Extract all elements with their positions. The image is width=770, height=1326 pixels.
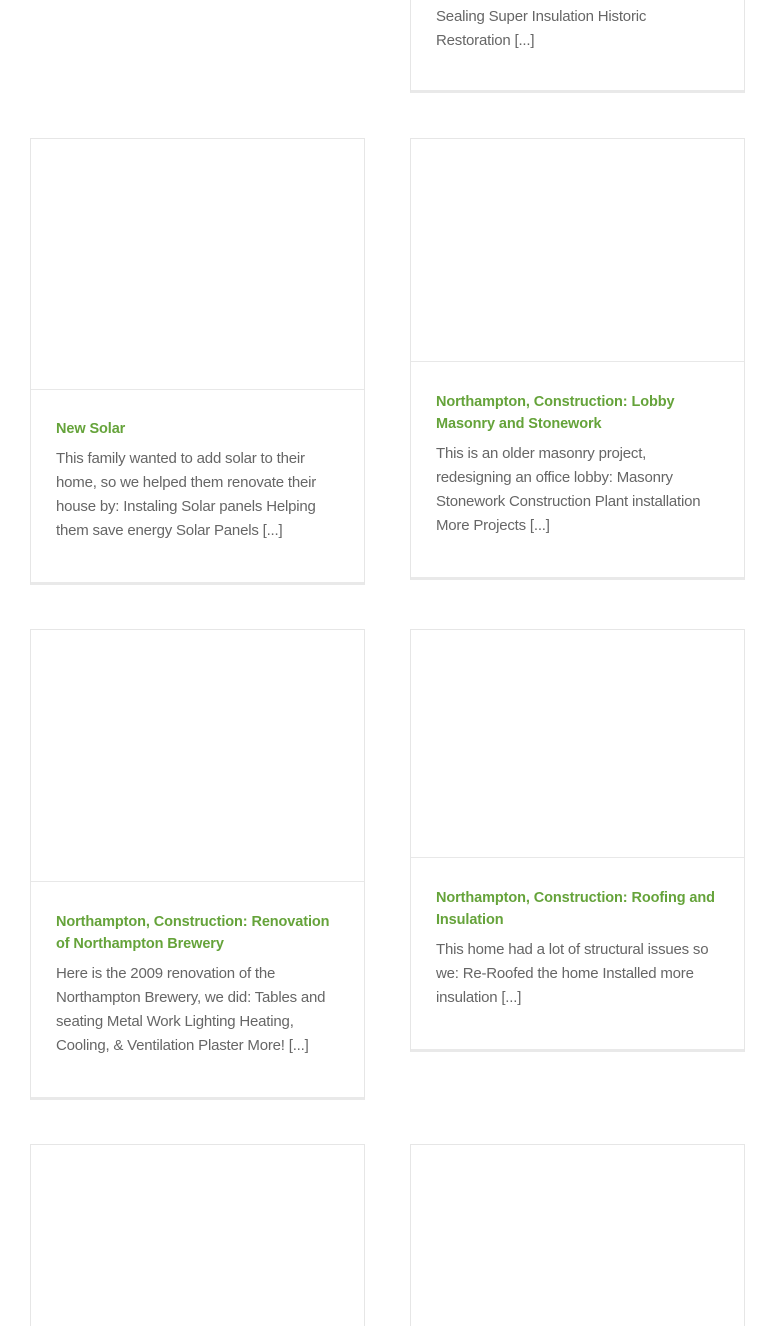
post-excerpt: Sealing Super Insulation Historic Restoration [...] (436, 8, 647, 49)
post-card (30, 629, 365, 1100)
post-thumbnail[interactable] (31, 630, 364, 882)
post-title-link[interactable]: Northampton, Construction: Lobby Masonry and Stonework (436, 394, 675, 432)
post-card (410, 138, 745, 580)
post-thumbnail[interactable] (411, 1145, 744, 1326)
post-thumbnail[interactable] (411, 139, 744, 362)
post-thumbnail[interactable] (411, 630, 744, 858)
post-card (410, 629, 745, 1052)
post-excerpt: This home had a lot of structural issues so we: Re-Roofed the home Installed more insulation [...] (436, 941, 709, 1006)
post-title-link[interactable]: Northampton, Construction: Renovation of Northampton Brewery (56, 914, 330, 952)
post-card (410, 0, 745, 93)
post-thumbnail[interactable] (31, 1145, 364, 1326)
post-excerpt: Here is the 2009 renovation of the Northampton Brewery, we did: Tables and seating Metal Work Lighting Heating, Cooling, & Ventilation Plaster More! [...] (56, 965, 326, 1054)
post-excerpt: This family wanted to add solar to their home, so we helped them renovate their house by: Instaling Solar panels Helping them save energy Solar Panels [...] (56, 450, 317, 539)
post-thumbnail[interactable] (31, 139, 364, 390)
post-excerpt: This is an older masonry project, redesigning an office lobby: Masonry Stonework Construction Plant installation More Projects [...] (436, 445, 701, 534)
post-title-link[interactable]: Northampton, Construction: Roofing and Insulation (436, 890, 715, 928)
post-card (410, 1144, 745, 1326)
post-title-link[interactable]: New Solar (56, 421, 126, 437)
post-card (30, 1144, 365, 1326)
post-card (30, 138, 365, 585)
